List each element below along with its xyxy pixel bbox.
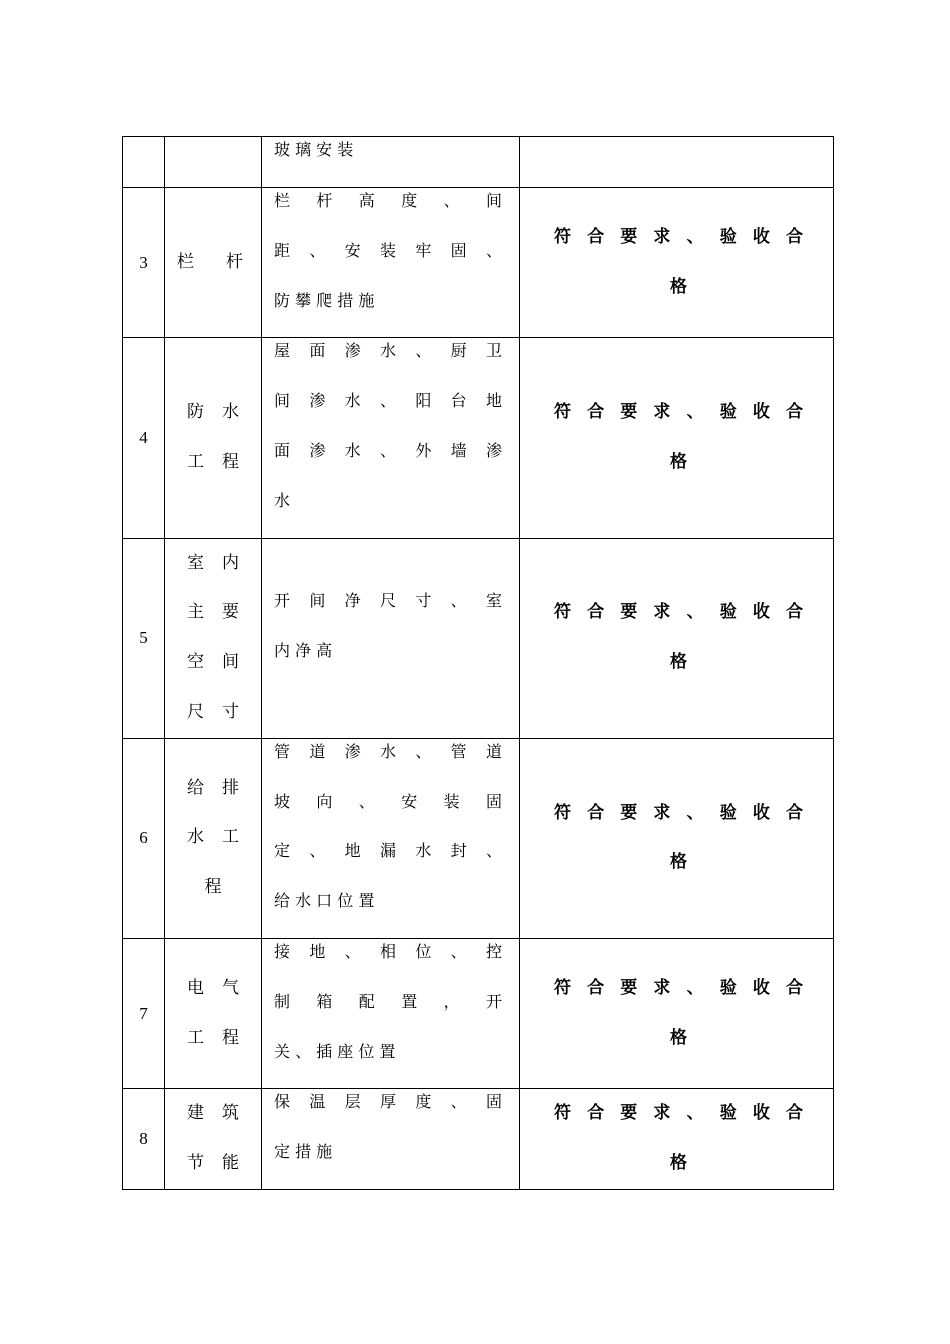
acceptance-table-body	[123, 137, 834, 1190]
table-row	[123, 338, 834, 538]
content-line: 开 间 净 尺 寸 、 室	[274, 591, 502, 611]
result-line: 符 合 要 求 、 验 收 合	[554, 977, 803, 998]
content-line: 距 、 安 装 牢 固 、	[274, 240, 502, 260]
row-number: 8	[123, 1089, 165, 1190]
content-line: 防 攀 爬 措 施	[274, 290, 375, 310]
result-cell	[520, 738, 834, 938]
result-line: 符 合 要 求 、 验 收 合	[554, 802, 803, 823]
item-line: 栏 杆	[177, 251, 243, 272]
content-line: 制 箱 配 置 ， 开	[274, 991, 502, 1011]
item-cell	[165, 338, 262, 538]
content-line: 水	[274, 490, 291, 510]
content-cell	[262, 538, 520, 738]
item-line: 工 程	[187, 1027, 239, 1048]
content-line: 玻 璃 安 装	[274, 140, 354, 160]
content-line: 保 温 层 厚 度 、 固	[274, 1092, 502, 1112]
result-line: 符 合 要 求 、 验 收 合	[554, 226, 803, 247]
item-line: 电 气	[187, 977, 239, 998]
item-cell	[165, 938, 262, 1088]
table-row	[123, 188, 834, 338]
row-number: 6	[123, 738, 165, 938]
content-line: 定 、 地 漏 水 封 、	[274, 841, 502, 861]
content-cell	[262, 738, 520, 938]
item-line: 室 内	[187, 552, 239, 573]
row-number	[123, 137, 165, 188]
table-row	[123, 938, 834, 1088]
result-cell	[520, 538, 834, 738]
item-cell	[165, 137, 262, 188]
content-cell	[262, 188, 520, 338]
content-line: 面 渗 水 、 外 墙 渗	[274, 440, 502, 460]
content-cell	[262, 137, 520, 188]
result-line: 符 合 要 求 、 验 收 合	[554, 402, 803, 423]
item-cell	[165, 1089, 262, 1190]
item-line: 给 排	[187, 777, 239, 798]
row-number: 4	[123, 338, 165, 538]
content-line: 关 、 插 座 位 置	[274, 1041, 396, 1061]
item-line: 主 要	[187, 602, 239, 623]
content-line: 接 地 、 相 位 、 控	[274, 941, 502, 961]
content-cell	[262, 938, 520, 1088]
content-line: 间 渗 水 、 阳 台 地	[274, 391, 502, 411]
content-line: 管 道 渗 水 、 管 道	[274, 741, 502, 761]
content-cell	[262, 338, 520, 538]
acceptance-table	[122, 136, 834, 1190]
content-line: 坡 向 、 安 装 固	[274, 791, 502, 811]
result-cell	[520, 137, 834, 188]
item-line: 尺 寸	[187, 701, 239, 722]
result-cell	[520, 188, 834, 338]
result-line: 格	[670, 652, 687, 673]
row-number: 7	[123, 938, 165, 1088]
table-row	[123, 538, 834, 738]
content-line: 栏 杆 高 度 、 间	[274, 191, 502, 210]
result-cell	[520, 938, 834, 1088]
result-line: 格	[670, 852, 687, 873]
item-cell	[165, 738, 262, 938]
result-cell	[520, 1089, 834, 1190]
item-cell	[165, 188, 262, 338]
content-line: 给 水 口 位 置	[274, 891, 375, 911]
table-row	[123, 738, 834, 938]
table-row	[123, 1089, 834, 1190]
item-line: 建 筑	[187, 1103, 239, 1124]
result-line: 格	[670, 1027, 687, 1048]
result-line: 格	[670, 451, 687, 472]
item-line: 程	[204, 877, 222, 898]
item-line: 防 水	[187, 402, 239, 423]
content-cell	[262, 1089, 520, 1190]
result-line: 符 合 要 求 、 验 收 合	[554, 1103, 803, 1124]
content-line: 屋 面 渗 水 、 厨 卫	[274, 341, 502, 361]
item-line: 工 程	[187, 451, 239, 472]
item-line: 水 工	[187, 827, 239, 848]
item-cell	[165, 538, 262, 738]
result-cell	[520, 338, 834, 538]
row-number: 5	[123, 538, 165, 738]
table-row	[123, 137, 834, 188]
content-line: 内 净 高	[274, 641, 333, 661]
item-line: 节 能	[187, 1153, 239, 1174]
item-line: 空 间	[187, 652, 239, 673]
result-line: 符 合 要 求 、 验 收 合	[554, 602, 803, 623]
result-line: 格	[670, 1153, 687, 1174]
result-line: 格	[670, 276, 687, 297]
content-line: 定 措 施	[274, 1142, 333, 1162]
row-number: 3	[123, 188, 165, 338]
